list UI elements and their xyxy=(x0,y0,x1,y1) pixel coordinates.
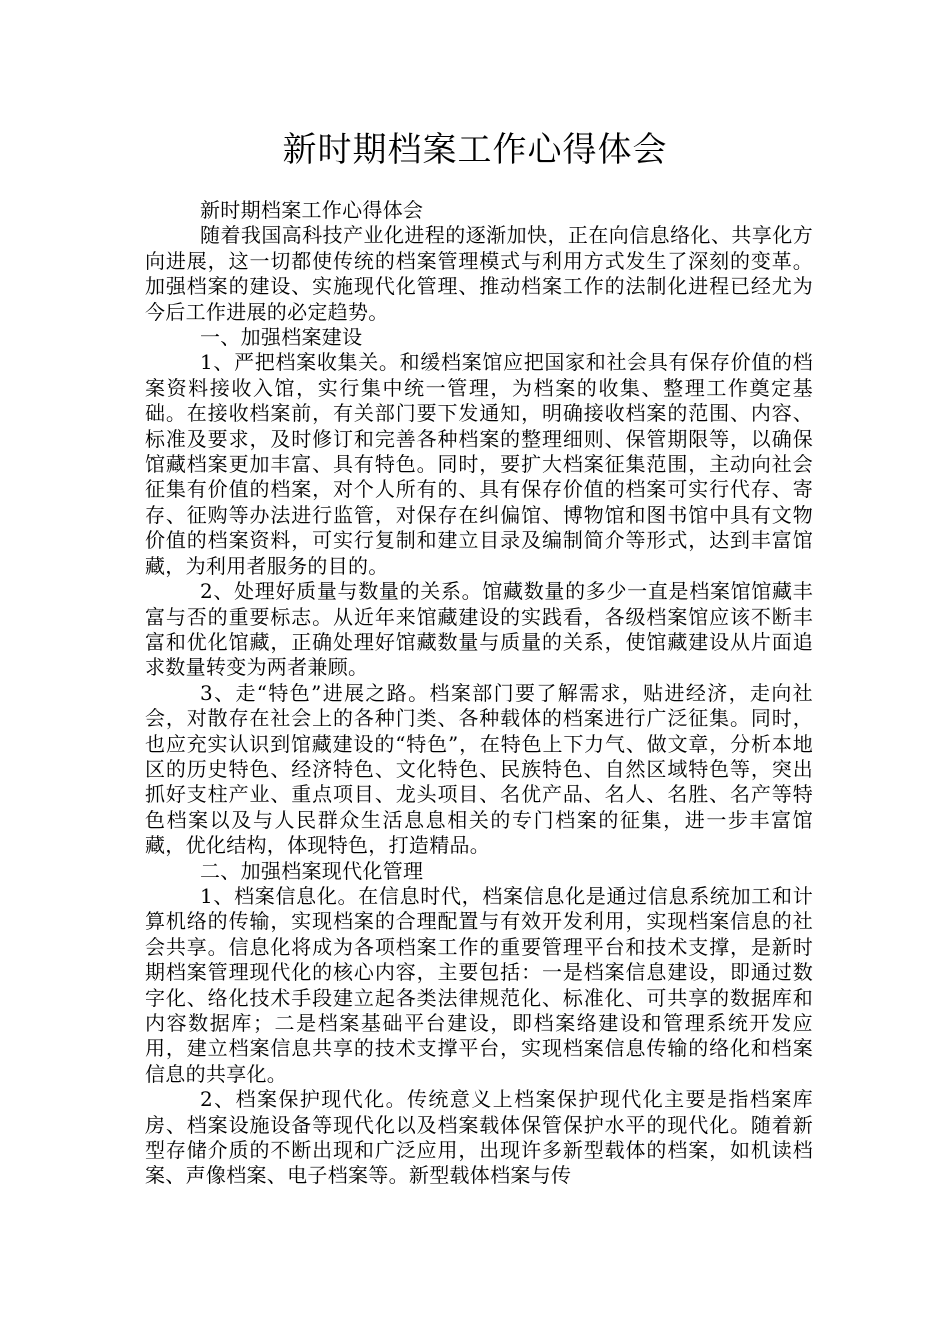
document-body xyxy=(145,198,813,1189)
paragraph-special-features: 3、走“特色”进展之路。档案部门要了解需求，贴进经济，走向社会，对散存在社会上的各种门类、各种载体的档案进行广泛征集。同时，也应充实认识到馆藏建设的“特色”，在特色上下力气、做文章，分析本地区的历史特色、经济特色、文化特色、民族特色、自然区域特色等，突出抓好支柱产业、重点项目、龙头项目、名优产品、名人、名胜、名产等特色档案以及与人民群众生活息息相关的专门档案的征集，进一步丰富馆藏，优化结构，体现特色，打造精品。 xyxy=(145,680,813,858)
paragraph-quality-quantity: 2、处理好质量与数量的关系。馆藏数量的多少一直是档案馆馆藏丰富与否的重要标志。从近年来馆藏建设的实践看，各级档案馆应该不断丰富和优化馆藏，正确处理好馆藏数量与质量的关系，使馆藏建设从片面追求数量转变为两者兼顾。 xyxy=(145,579,813,680)
section-heading-2: 二、加强档案现代化管理 xyxy=(200,858,424,883)
subtitle-paragraph: 新时期档案工作心得体会 xyxy=(200,198,424,222)
intro-paragraph: 随着我国高科技产业化进程的逐渐加快，正在向信息络化、共享化方向进展，这一切都使传统的档案管理模式与利用方式发生了深刻的变革。加强档案的建设、实施现代化管理、推动档案工作的法制化进程已经尤为今后工作进展的必定趋势。 xyxy=(145,223,813,324)
paragraph-informatization: 1、档案信息化。在信息时代，档案信息化是通过信息系统加工和计算机络的传输，实现档案的合理配置与有效开发利用，实现档案信息的社会共享。信息化将成为各项档案工作的重要管理平台和技术支撑，是新时期档案管理现代化的核心内容，主要包括：一是档案信息建设，即通过数字化、络化技术手段建立起各类法律规范化、标准化、可共享的数据库和内容数据库；二是档案基础平台建设，即档案络建设和管理系统开发应用，建立档案信息共享的技术支撑平台，实现档案信息传输的络化和档案信息的共享化。 xyxy=(145,883,813,1086)
paragraph-collection: 1、严把档案收集关。和缓档案馆应把国家和社会具有保存价值的档案资料接收入馆，实行集中统一管理，为档案的收集、整理工作奠定基础。在接收档案前，有关部门要下发通知，明确接收档案的范围、内容、标准及要求，及时修订和完善各种档案的整理细则、保管期限等，以确保馆藏档案更加丰富、具有特色。同时，要扩大档案征集范围，主动向社会征集有价值的档案，对个人所有的、具有保存价值的档案可实行代存、寄存、征购等办法进行监管，对保存在纠偏馆、博物馆和图书馆中具有文物价值的档案资料，可实行复制和建立目录及编制简介等形式，达到丰富馆藏，为利用者服务的目的。 xyxy=(145,350,813,578)
section-heading-1: 一、加强档案建设 xyxy=(200,325,363,350)
paragraph-protection: 2、档案保护现代化。传统意义上档案保护现代化主要是指档案库房、档案设施设备等现代化以及档案载体保管保护水平的现代化。随着新型存储介质的不断出现和广泛应用，出现许多新型载体的档案，如机读档案、声像档案、电子档案等。新型载体档案与传 xyxy=(145,1087,813,1188)
document-title: 新时期档案工作心得体会 xyxy=(282,130,668,170)
